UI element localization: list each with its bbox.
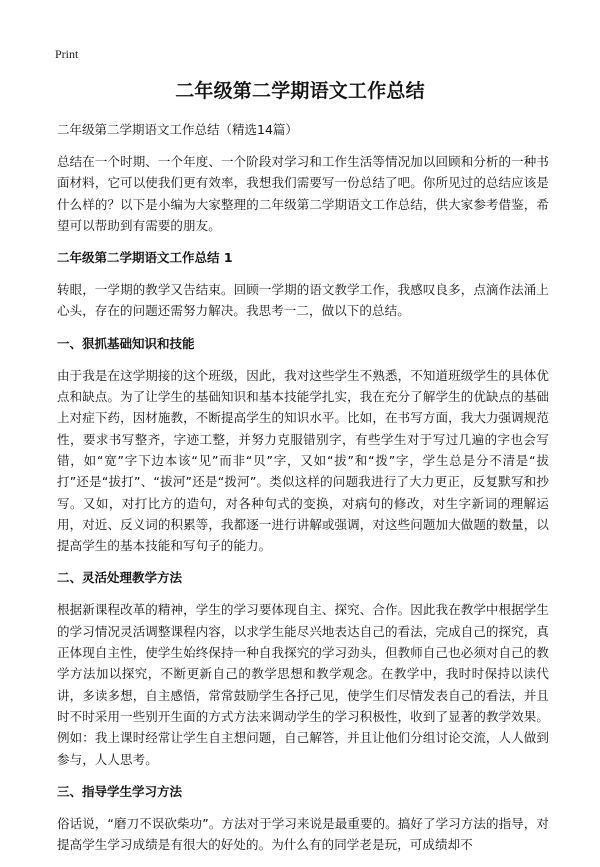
section-paragraph-2: 根据新课程改革的精神，学生的学习要体现自主、探究、合作。因此我在教学中根据学生的学习情况灵活调整课程内容，以求学生能尽兴地表达自己的看法，完成自己的探究，真正体现自主性，使学生始终保持一种自我探究的学习劲头，但教师自己也必须对自己的教学方法加以探究，不断更新自己的教学思想和教学观念。在教学中，我时时保持以读代讲，多读多想，自主感悟，常常鼓励学生各抒己见，使学生们尽情发表自己的看法，并且时不时采用一些别开生面的方式方法来调动学生的学习积极性，收到了显著的教学效果。例如：我上课时经常让学生自主想问题，自己解答，并且让他们分组讨论交流，人人做到参与，人人思考。 bbox=[57, 602, 549, 767]
print-link[interactable]: Print bbox=[55, 47, 79, 61]
document-subtitle: 二年级第二学期语文工作总结（精选14篇） bbox=[57, 122, 298, 137]
page-title: 二年级第二学期语文工作总结 bbox=[175, 80, 425, 102]
section-heading-3: 三、指导学生学习方法 bbox=[57, 783, 183, 799]
article-heading: 二年级第二学期语文工作总结 1 bbox=[57, 250, 233, 266]
section-paragraph-3: 俗话说，“磨刀不误砍柴功”。方法对于学习来说是最重要的。搞好了学习方法的指导，对提高学生学习成绩是有很大的好处的。为什么有的同学老是玩，可成绩却不 bbox=[57, 815, 549, 853]
article-intro-paragraph: 转眼，一学期的教学又告结束。回顾一学期的语文教学工作，我感叹良多，点滴作法涌上心头，存在的问题还需努力解决。我思考一二，做以下的总结。 bbox=[57, 282, 549, 319]
section-paragraph-1: 由于我是在这学期接的这个班级，因此，我对这些学生不熟悉，不知道班级学生的具体优点和缺点。为了让学生的基础知识和基本技能学扎实，我在充分了解学生的优缺点的基础上对症下药，因材施教，不断提高学生的知识水平。比如，在书写方面，我大力强调规范性，要求书写整齐，字迹工整，并努力克服错别字，有些学生对于写过几遍的字也会写错，如“宽”字下边本该“见”而非“贝”字，又如“拔”和“拨”字，学生总是分不清是“拔打”还是“拔打”、“拔河”还是“拨河”。类似这样的问题我进行了大力更正，反复默写和抄写。又如，对打比方的造句，对各种句式的变换，对病句的修改，对生字新词的理解运用，对近、反义词的积累等，我都逐一进行讲解或强调，对这些问题加大做题的数量，以提高学生的基本技能和写句子的能力。 bbox=[57, 367, 549, 554]
intro-paragraph: 总结在一个时期、一个年度、一个阶段对学习和工作生活等情况加以回顾和分析的一种书面材料，它可以使我们更有效率，我想我们需要写一份总结了吧。你所见过的总结应该是什么样的？以下是小编为大家整理的二年级第二学期语文工作总结，供大家参考借鉴，希望可以帮助到有需要的朋友。 bbox=[57, 154, 549, 233]
document-body bbox=[57, 120, 549, 867]
section-heading-2: 二、灵活处理教学方法 bbox=[57, 570, 183, 586]
section-heading-1: 一、狠抓基础知识和技能 bbox=[57, 335, 195, 351]
